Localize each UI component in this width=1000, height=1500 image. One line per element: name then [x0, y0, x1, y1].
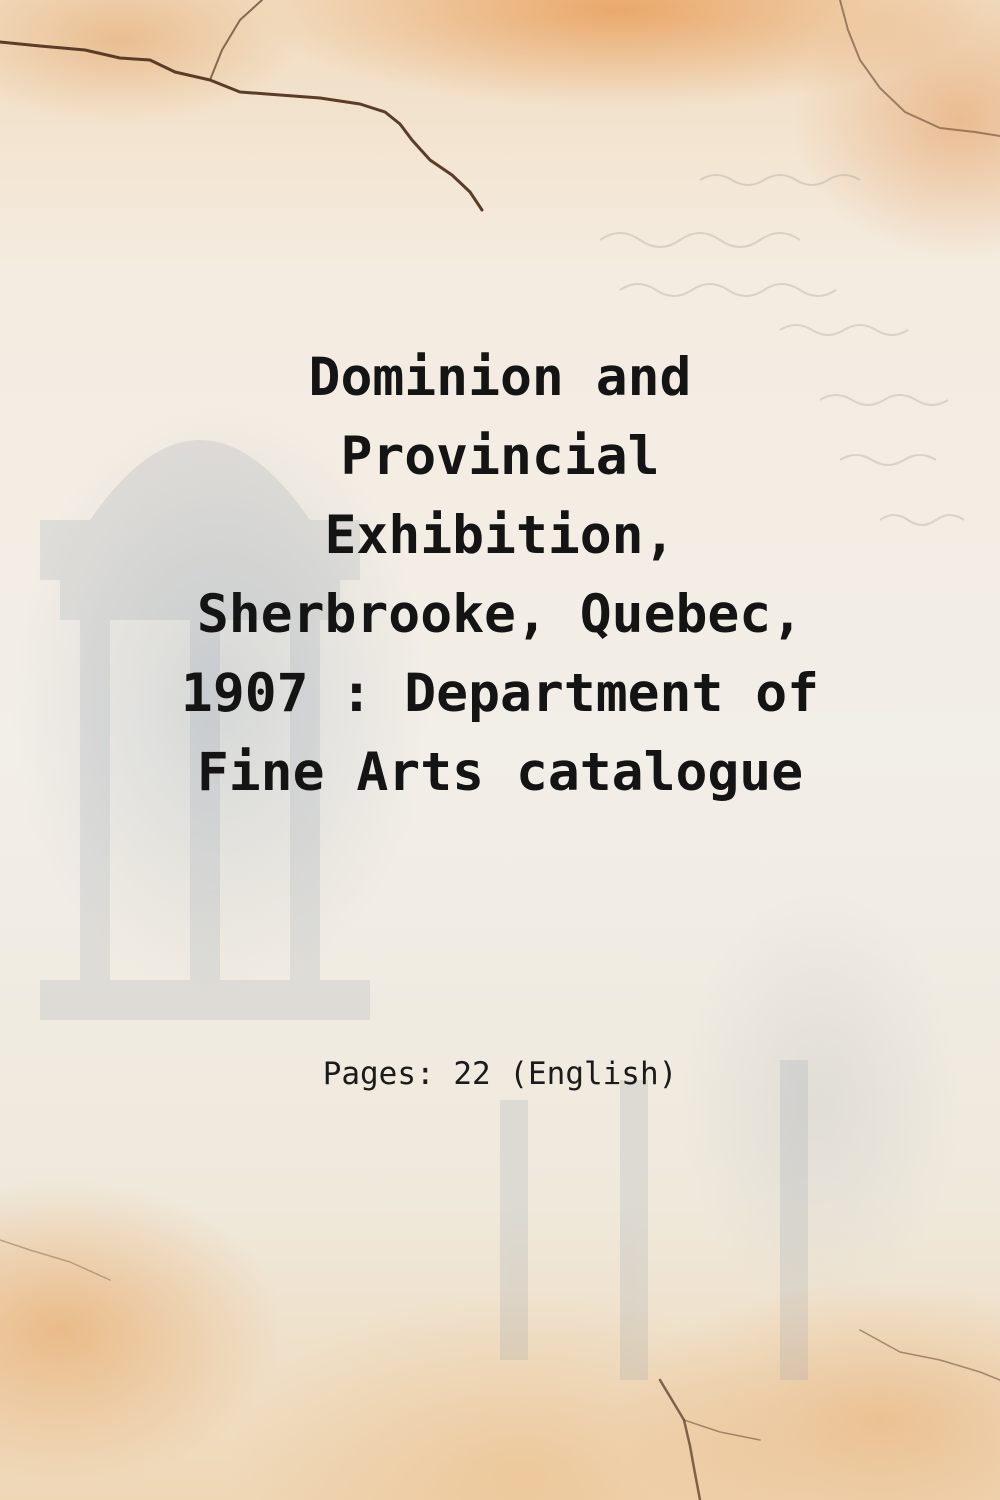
- page-count-language: Pages: 22 (English): [322, 1056, 678, 1092]
- book-title: Dominion and Provincial Exhibition, Sherbrooke, Quebec, 1907 : Department of Fine Arts catalogue: [180, 347, 820, 803]
